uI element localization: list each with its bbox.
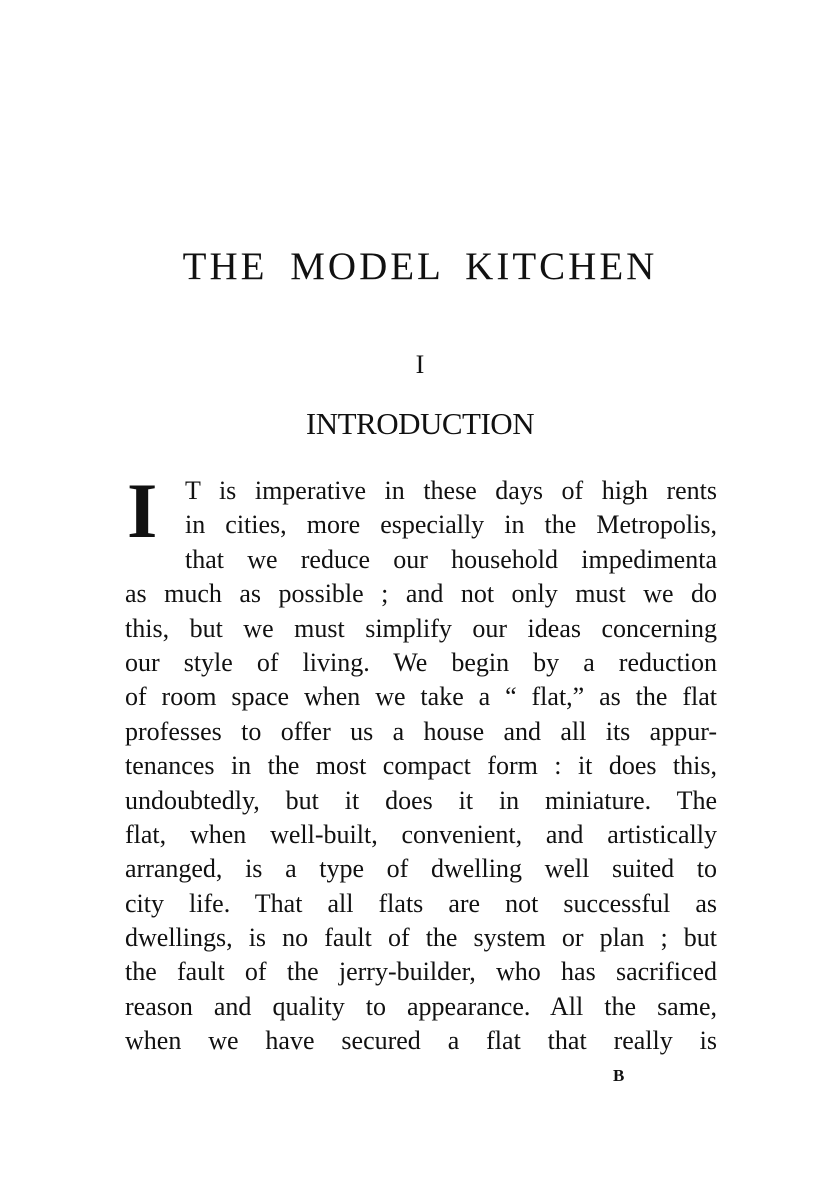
text-line: arranged, is a type of dwelling well suited to	[125, 854, 717, 884]
text-line: as much as possible ; and not only must we do	[125, 579, 717, 609]
text-line: in cities, more especially in the Metropolis,	[185, 510, 717, 540]
text-line: our style of living. We begin by a reduction	[125, 647, 717, 677]
text-line: this, but we must simplify our ideas concerning	[125, 613, 717, 643]
body-paragraph	[125, 467, 717, 1059]
chapter-number: I	[415, 350, 425, 379]
text-line: city life. That all flats are not successful as	[125, 888, 717, 918]
chapter-title: INTRODUCTION	[305, 406, 535, 441]
text-line: that we reduce our household impedimenta	[185, 544, 717, 574]
drop-cap: I	[127, 467, 158, 554]
text-line: professes to offer us a house and all its appur-	[125, 716, 717, 746]
text-line: when we have secured a flat that really is	[125, 1026, 717, 1056]
book-title: THE MODEL KITCHEN	[182, 245, 658, 288]
text-line: tenances in the most compact form : it does this,	[125, 751, 717, 781]
text-line: T is imperative in these days of high rents	[185, 476, 717, 505]
signature-mark: B	[613, 1066, 626, 1085]
text-line: dwellings, is no fault of the system or plan ; but	[125, 923, 717, 953]
text-line: flat, when well-built, convenient, and artistically	[125, 819, 717, 849]
text-line: reason and quality to appearance. All the same,	[125, 991, 717, 1021]
text-line: the fault of the jerry-builder, who has sacrificed	[125, 957, 717, 987]
text-line: of room space when we take a “ flat,” as the flat	[125, 682, 717, 712]
text-line: undoubtedly, but it does it in miniature. The	[125, 785, 717, 815]
